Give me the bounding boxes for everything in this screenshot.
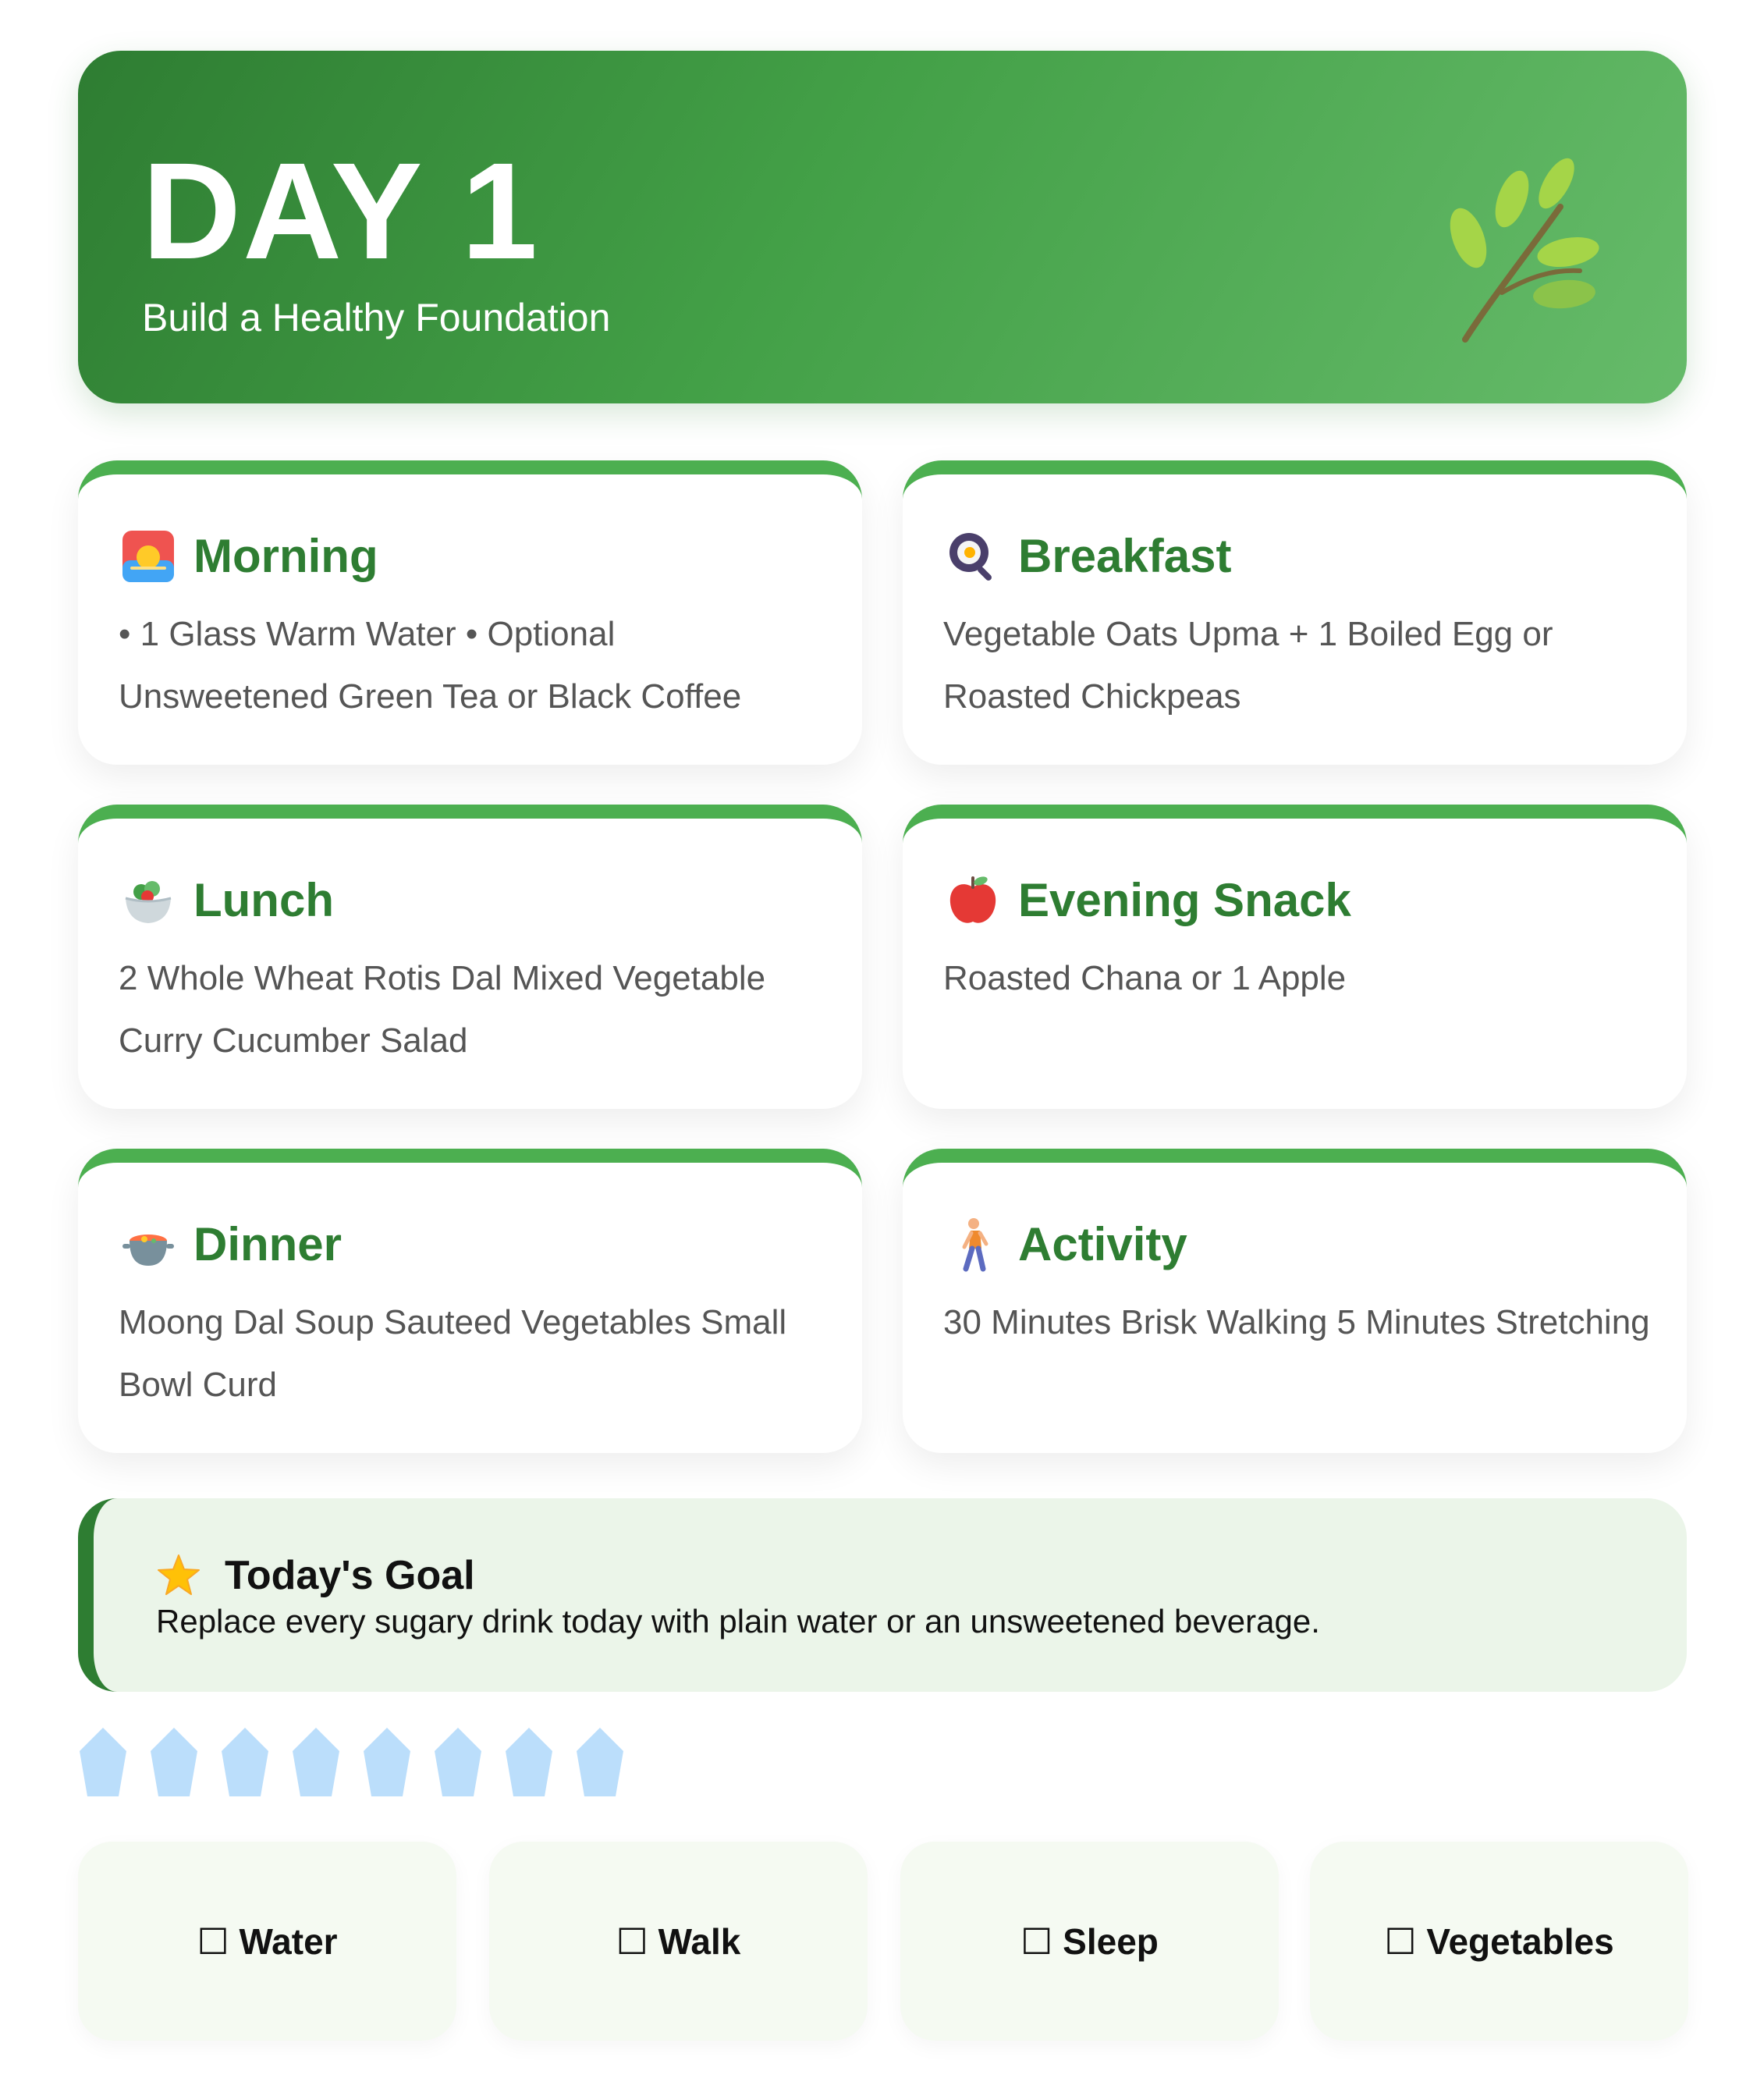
card-title: Lunch bbox=[193, 874, 334, 926]
salad-bowl-icon bbox=[121, 873, 176, 928]
card-text: Roasted Chana or 1 Apple bbox=[943, 959, 1347, 997]
water-drop-icon[interactable] bbox=[504, 1726, 554, 1798]
soup-pot-icon bbox=[121, 1217, 176, 1272]
card-title: Dinner bbox=[193, 1218, 343, 1270]
star-icon bbox=[156, 1553, 201, 1598]
checklist-vegetables[interactable] bbox=[1310, 1842, 1688, 2041]
card-activity bbox=[903, 1149, 1687, 1453]
apple-icon bbox=[946, 873, 1000, 928]
water-drop-icon[interactable] bbox=[291, 1726, 341, 1798]
card-text: 30 Minutes Brisk Walking 5 Minutes Stretching bbox=[943, 1303, 1650, 1341]
checklist-label[interactable]: ☐ Walk bbox=[616, 1920, 741, 1962]
checklist-walk[interactable] bbox=[489, 1842, 868, 2041]
water-drop-icon[interactable] bbox=[362, 1726, 412, 1798]
herb-icon bbox=[1443, 152, 1599, 371]
card-evening-snack bbox=[903, 805, 1687, 1109]
checklist-water[interactable] bbox=[78, 1842, 456, 2041]
card-lunch bbox=[78, 805, 862, 1109]
frying-pan-icon bbox=[946, 529, 1000, 584]
card-title: Morning bbox=[193, 530, 378, 582]
water-drop-icon[interactable] bbox=[220, 1726, 270, 1798]
card-morning bbox=[78, 460, 862, 765]
card-title: Activity bbox=[1018, 1218, 1187, 1270]
card-title: Evening Snack bbox=[1018, 874, 1351, 926]
goal-title: Today's Goal bbox=[225, 1553, 475, 1598]
card-text: Moong Dal Soup Sauteed Vegetables Small Bowl Curd bbox=[119, 1303, 787, 1404]
day-subtitle: Build a Healthy Foundation bbox=[142, 296, 611, 339]
day-title: DAY 1 bbox=[142, 135, 540, 288]
water-drop-icon[interactable] bbox=[433, 1726, 483, 1798]
todays-goal-panel bbox=[78, 1498, 1687, 1692]
card-text: 2 Whole Wheat Rotis Dal Mixed Vegetable Curry Cucumber Salad bbox=[119, 959, 766, 1060]
water-drop-icon[interactable] bbox=[149, 1726, 199, 1798]
card-breakfast bbox=[903, 460, 1687, 765]
card-dinner bbox=[78, 1149, 862, 1453]
checklist-label[interactable]: ☐ Water bbox=[197, 1920, 338, 1962]
card-text: • 1 Glass Warm Water • Optional Unsweetened Green Tea or Black Coffee bbox=[119, 615, 742, 716]
checklist-label[interactable]: ☐ Sleep bbox=[1020, 1920, 1159, 1962]
water-drop-icon[interactable] bbox=[78, 1726, 128, 1798]
card-text: Vegetable Oats Upma + 1 Boiled Egg or Roasted Chickpeas bbox=[943, 615, 1553, 716]
checklist-label[interactable]: ☐ Vegetables bbox=[1384, 1920, 1614, 1962]
walking-person-icon bbox=[946, 1217, 1000, 1272]
card-title: Breakfast bbox=[1018, 530, 1232, 582]
water-drop-icon[interactable] bbox=[575, 1726, 625, 1798]
water-tracker bbox=[78, 1726, 780, 1800]
sunrise-icon bbox=[121, 529, 176, 584]
checklist-sleep[interactable] bbox=[900, 1842, 1279, 2041]
day-header-banner bbox=[78, 51, 1687, 403]
goal-text: Replace every sugary drink today with plain water or an unsweetened beverage. bbox=[156, 1603, 1320, 1640]
